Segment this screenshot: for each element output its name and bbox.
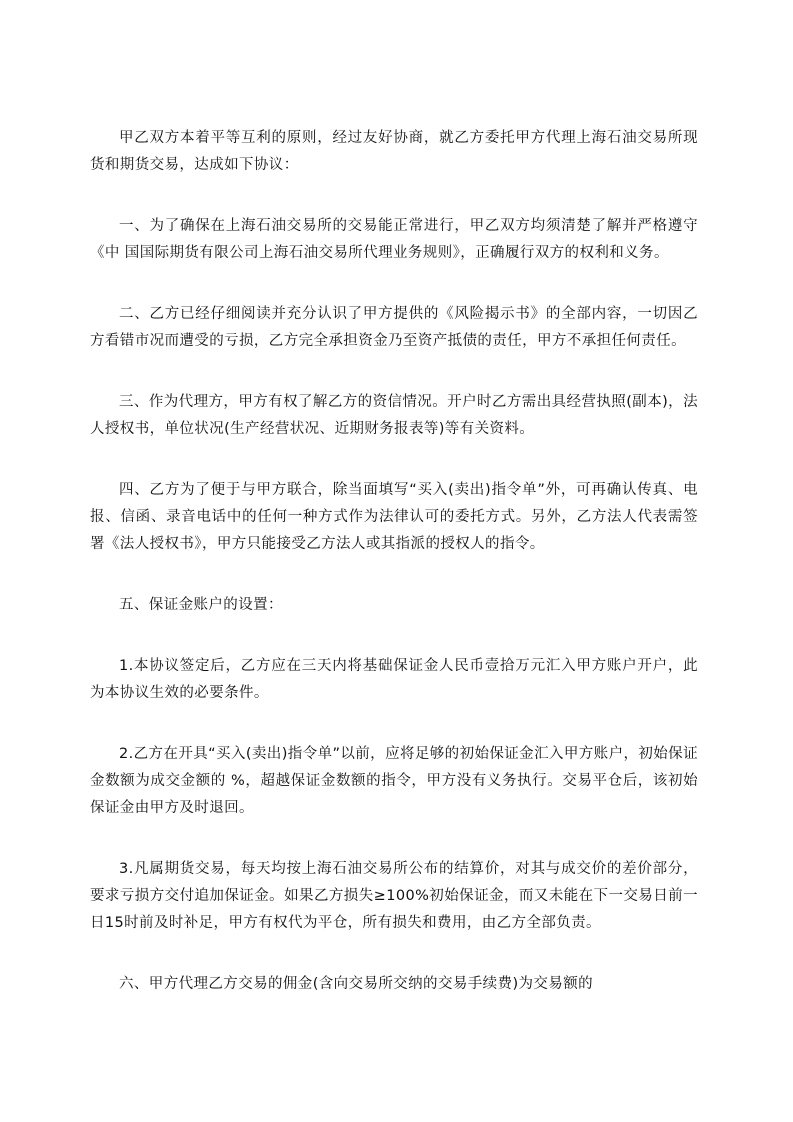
document-body [90, 125, 698, 1032]
clause-5-heading: 五、保证金账户的设置： [119, 597, 283, 613]
clause-3-paragraph: 三、作为代理方，甲方有权了解乙方的资信情况。开户时乙方需出具经营执照(副本)，法人授权书，单位状况(生产经营状况、近期财务报表等)等有关资料。 [90, 394, 698, 437]
clause-1-paragraph: 一、为了确保在上海石油交易所的交易能正常进行，甲乙双方均须清楚了解并严格遵守《中 国国际期货有限公司上海石油交易所代理业务规则》，正确履行双方的权利和义务。 [90, 218, 698, 261]
clause-5-item-2: 2.乙方在开具“买入(卖出)指令单”以前，应将足够的初始保证金汇入甲方账户，初始保证金数额为成交金额的 %，超越保证金数额的指令，甲方没有义务执行。交易平仓后，该初始保证金由甲方及时退回。 [90, 746, 698, 816]
clause-6-paragraph: 六、甲方代理乙方交易的佣金(含向交易所交纳的交易手续费)为交易额的 [119, 976, 594, 992]
intro-paragraph: 甲乙双方本着平等互利的原则，经过友好协商，就乙方委托甲方代理上海石油交易所现货和期货交易，达成如下协议： [90, 130, 698, 173]
clause-5-item-1: 1.本协议签定后，乙方应在三天内将基础保证金人民币壹拾万元汇入甲方账户开户，此为本协议生效的必要条件。 [90, 658, 698, 701]
clause-4-paragraph: 四、乙方为了便于与甲方联合，除当面填写“买入(卖出)指令单”外，可再确认传真、电报、信函、录音电话中的任何一种方式作为法律认可的委托方式。另外，乙方法人代表需签署《法人授权书》，甲方只能接受乙方法人或其指派的授权人的指令。 [90, 482, 698, 552]
clause-2-paragraph: 二、乙方已经仔细阅读并充分认识了甲方提供的《风险揭示书》的全部内容，一切因乙方看错市况而遭受的亏损，乙方完全承担资金乃至资产抵债的责任，甲方不承担任何责任。 [90, 306, 698, 349]
clause-5-item-3: 3.凡属期货交易，每天均按上海石油交易所公布的结算价，对其与成交价的差价部分，要求亏损方交付追加保证金。如果乙方损失≥100%初始保证金，而又未能在下一交易日前一日15时前及时补足，甲方有权代为平仓，所有损失和费用，由乙方全部负责。 [90, 861, 698, 931]
